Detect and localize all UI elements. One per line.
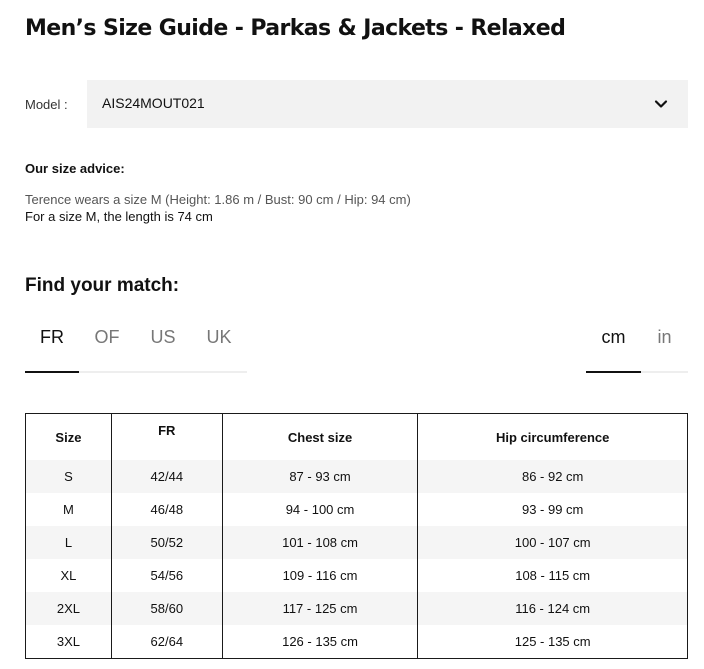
cell-fr: 46/48: [111, 493, 222, 526]
tab-size-system-us[interactable]: US: [150, 327, 176, 347]
cell-fr: 62/64: [111, 625, 222, 659]
cell-size: M: [26, 493, 112, 526]
cell-chest: 94 - 100 cm: [222, 493, 418, 526]
cell-chest: 101 - 108 cm: [222, 526, 418, 559]
advice-model-measurements: Terence wears a size M (Height: 1.86 m / Bust: 90 cm / Hip: 94 cm): [25, 192, 411, 207]
cell-chest: 126 - 135 cm: [222, 625, 418, 659]
header-chest-size: Chest size: [222, 414, 418, 461]
cell-size: XL: [26, 559, 112, 592]
table-row: [26, 559, 688, 592]
advice-length: For a size M, the length is 74 cm: [25, 209, 213, 224]
chevron-down-icon: [654, 97, 668, 111]
header-size: Size: [26, 414, 112, 461]
cell-fr: 42/44: [111, 460, 222, 493]
table-row: [26, 526, 688, 559]
tab-size-system-uk[interactable]: UK: [206, 327, 232, 347]
cell-chest: 117 - 125 cm: [222, 592, 418, 625]
advice-title: Our size advice:: [25, 161, 125, 176]
cell-size: 2XL: [26, 592, 112, 625]
cell-fr: 58/60: [111, 592, 222, 625]
table-row: [26, 460, 688, 493]
size-system-tabs: [25, 320, 247, 373]
page-title: Men’s Size Guide - Parkas & Jackets - Relaxed: [25, 16, 566, 41]
header-hip-circumference: Hip circumference: [418, 414, 688, 461]
table-body: [26, 460, 688, 659]
cell-hip: 108 - 115 cm: [418, 559, 688, 592]
tab-unit-cm[interactable]: cm: [586, 320, 641, 373]
cell-fr: 50/52: [111, 526, 222, 559]
cell-fr: 54/56: [111, 559, 222, 592]
unit-tabs: [586, 320, 688, 373]
header-fr: FR: [111, 414, 222, 461]
table-row: [26, 493, 688, 526]
cell-hip: 100 - 107 cm: [418, 526, 688, 559]
table-header-row: [26, 414, 688, 461]
cell-size: L: [26, 526, 112, 559]
model-row: [25, 80, 688, 128]
cell-hip: 116 - 124 cm: [418, 592, 688, 625]
tab-unit-in[interactable]: in: [657, 327, 672, 347]
model-label: Model :: [25, 97, 68, 112]
cell-chest: 87 - 93 cm: [222, 460, 418, 493]
cell-size: 3XL: [26, 625, 112, 659]
size-table: [25, 413, 688, 659]
cell-size: S: [26, 460, 112, 493]
find-your-match-title: Find your match:: [25, 275, 180, 296]
cell-chest: 109 - 116 cm: [222, 559, 418, 592]
cell-hip: 86 - 92 cm: [418, 460, 688, 493]
table-row: [26, 625, 688, 659]
tab-size-system-of[interactable]: OF: [94, 327, 120, 347]
cell-hip: 93 - 99 cm: [418, 493, 688, 526]
cell-hip: 125 - 135 cm: [418, 625, 688, 659]
tab-size-system-fr[interactable]: FR: [25, 320, 79, 373]
model-select[interactable]: [87, 80, 688, 128]
model-select-value: AIS24MOUT021: [102, 95, 205, 111]
table-row: [26, 592, 688, 625]
